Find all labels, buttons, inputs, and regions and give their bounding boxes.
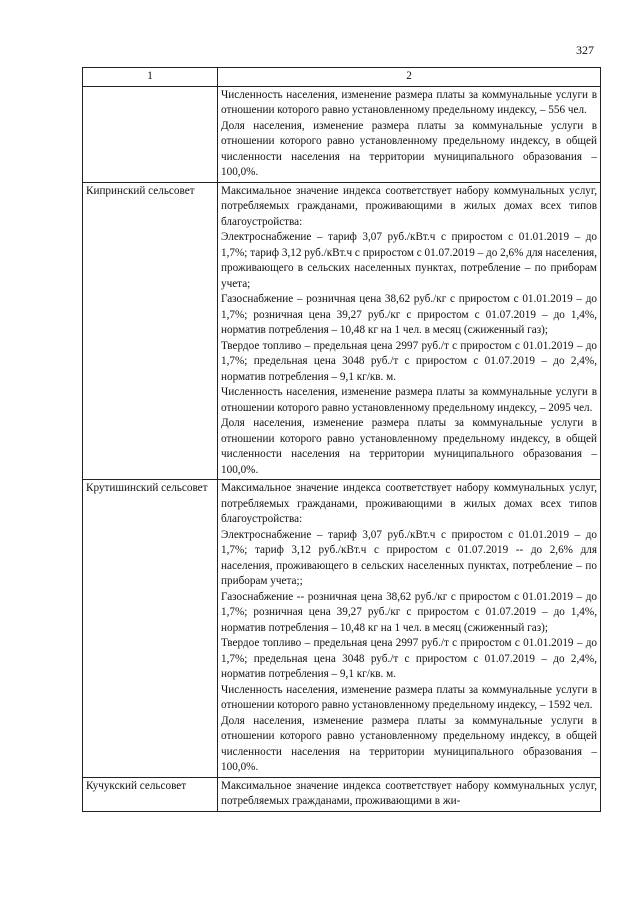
- paragraph: Доля населения, изменение размера платы за коммунальные услуги в отношении которого равно установленному предельному индексу, в общей численности населения на территории муниципального образования – 100,0%.: [221, 417, 597, 476]
- paragraph: Газоснабжение – розничная цена 38,62 руб./кг с приростом с 01.01.2019 – до 1,7%; розничная цена 39,27 руб./кг с приростом с 01.07.2019 – до 1,4%, норматив потребления – 10,48 кг на 1 чел. в месяц (сжиженный газ);: [221, 293, 597, 336]
- content-cell: [218, 86, 601, 182]
- area-cell: Кучукский сельсовет: [83, 777, 218, 811]
- paragraph: Твердое топливо – предельная цена 2997 руб./т с приростом с 01.01.2019 – до 1,7%; предельная цена 3048 руб./т с приростом с 01.07.2019 – до 2,4%, норматив потребления – 9,1 кг/кв. м.: [221, 339, 597, 383]
- paragraph: Численность населения, изменение размера платы за коммунальные услуги в отношении которого равно установленному предельному индексу, – 556 чел.: [221, 88, 597, 116]
- paragraph: Электроснабжение – тариф 3,07 руб./кВт.ч с приростом с 01.01.2019 – до 1,7%; тариф 3,12 руб./кВт.ч с приростом с 01.07.2019 -- до 2,6% для населения, проживающего в сельских населенных пунктах, потребление – по приборам учета;;: [221, 528, 597, 587]
- page-number: 327: [576, 43, 594, 57]
- table-row: [83, 86, 601, 182]
- area-cell: Кипринский сельсовет: [83, 182, 218, 480]
- header-cell-1: 1: [83, 68, 218, 87]
- content-cell: [218, 182, 601, 480]
- paragraph: Доля населения, изменение размера платы за коммунальные услуги в отношении которого равно установленному предельному индексу, в общей численности населения на территории муниципального образования – 100,0%.: [221, 119, 597, 178]
- content-cell: [218, 480, 601, 778]
- paragraph: Максимальное значение индекса соответствует набору коммунальных услуг, потребляемых гражданами, проживающими в жи-: [221, 779, 597, 807]
- tariff-table: [82, 67, 601, 812]
- paragraph: Численность населения, изменение размера платы за коммунальные услуги в отношении которого равно установленному предельному индексу, – 1592 чел.: [221, 683, 597, 711]
- paragraph: Доля населения, изменение размера платы за коммунальные услуги в отношении которого равно установленному предельному индексу, в общей численности населения на территории муниципального образования – 100,0%.: [221, 714, 597, 773]
- paragraph: Электроснабжение – тариф 3,07 руб./кВт.ч с приростом с 01.01.2019 – до 1,7%; тариф 3,12 руб./кВт.ч с приростом с 01.07.2019 – до 2,6% для населения, проживающего в сельских населенных пунктах, потребление – по приборам учета;: [221, 231, 597, 290]
- area-cell: [83, 86, 218, 182]
- table-row: [83, 480, 601, 778]
- table-header-row: [83, 68, 601, 87]
- paragraph: Твердое топливо – предельная цена 2997 руб./т с приростом с 01.01.2019 – до 1,7%; предельная цена 3048 руб./т с приростом с 01.07.2019 – до 2,4%, норматив потребления – 9,1 кг/кв. м.: [221, 637, 597, 680]
- paragraph: Численность населения, изменение размера платы за коммунальные услуги в отношении которого равно установленному предельному индексу, – 2095 чел.: [221, 386, 597, 414]
- area-cell: Крутишинский сельсовет: [83, 480, 218, 778]
- content-cell: [218, 777, 601, 811]
- table-row: [83, 182, 601, 480]
- table-row: [83, 777, 601, 811]
- paragraph: Максимальное значение индекса соответствует набору коммунальных услуг, потребляемых гражданами, проживающими в жилых домах всех типов благоустройства:: [221, 184, 597, 228]
- header-cell-2: 2: [218, 68, 601, 87]
- paragraph: Максимальное значение индекса соответствует набору коммунальных услуг, потребляемых гражданами, проживающими в жилых домах всех типов благоустройства:: [221, 482, 597, 525]
- paragraph: Газоснабжение -- розничная цена 38,62 руб./кг с приростом с 01.01.2019 – до 1,7%; розничная цена 39,27 руб./кг с приростом с 01.07.2019 – до 1,4%, норматив потребления – 10,48 кг на 1 чел. в месяц (сжиженный газ);: [221, 590, 597, 634]
